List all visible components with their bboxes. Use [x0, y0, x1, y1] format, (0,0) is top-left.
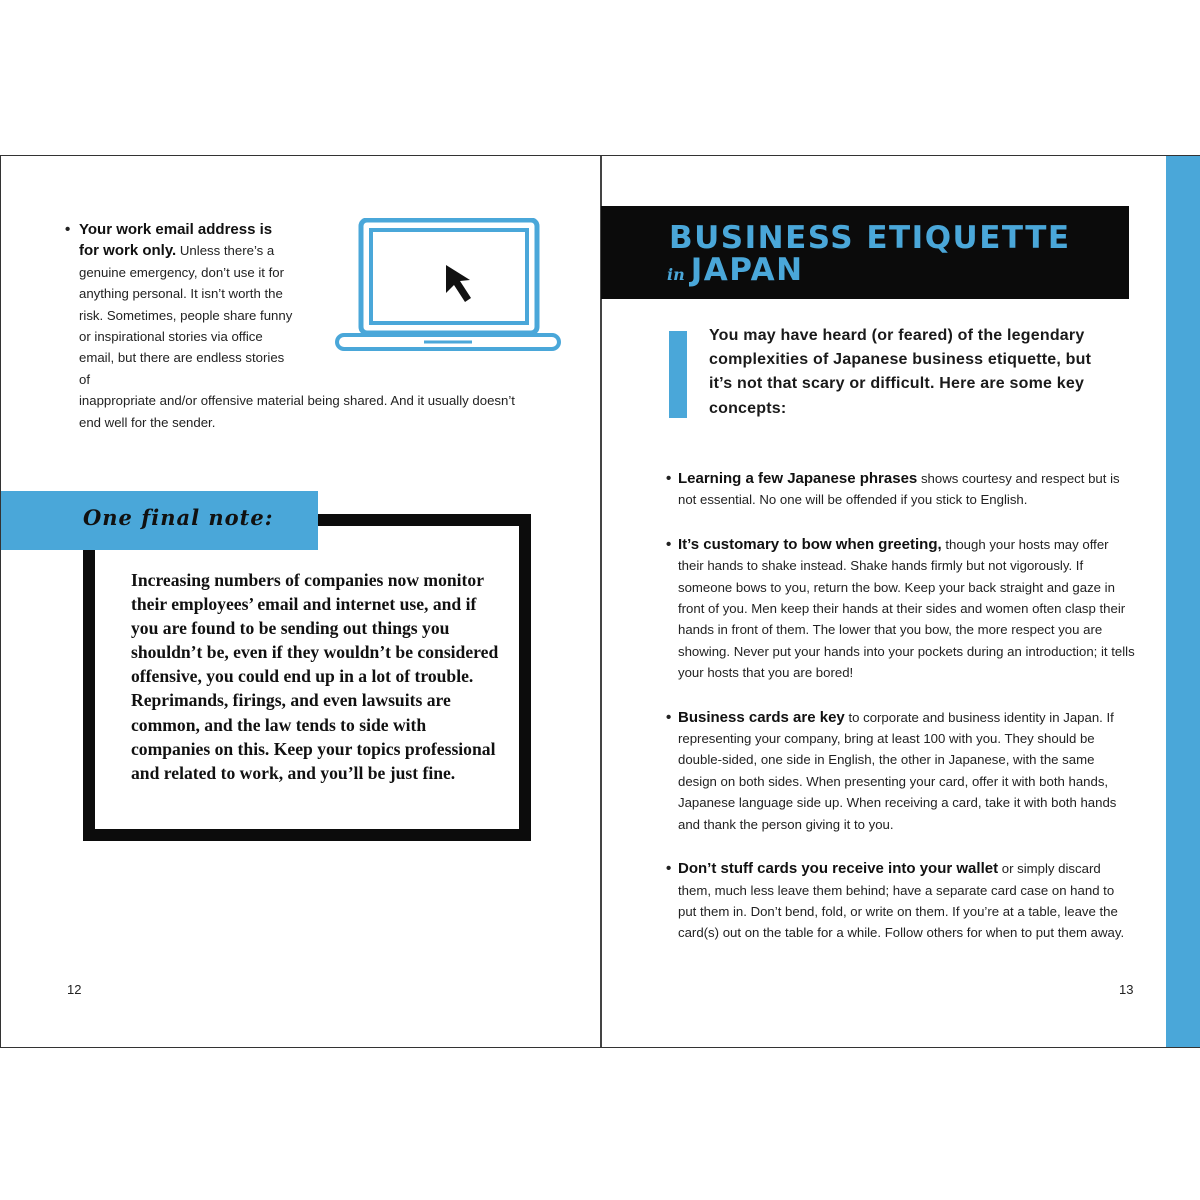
final-note-label: One final note: — [83, 505, 274, 530]
chapter-title-line-2 — [667, 252, 804, 288]
bullet-lead: It’s customary to bow when greeting, — [678, 535, 942, 553]
bullet-dot: • — [666, 535, 672, 553]
etiquette-bullet-list — [666, 468, 1136, 967]
final-note-label-banner — [1, 491, 318, 550]
intro-paragraph: You may have heard (or feared) of the legendary complexities of Japanese business etiquette, but it’s not that scary or difficult. Here are some key concepts: — [709, 327, 1092, 417]
chapter-title-japan: JAPAN — [690, 252, 804, 288]
bullet-dot: • — [666, 470, 672, 487]
chapter-title-line-1: BUSINESS ETIQUETTE — [669, 220, 1071, 256]
bullet-dot: • — [65, 221, 71, 238]
final-note-text: Increasing numbers of companies now monitor their employees’ email and internet use, and if you are found to be sending out things you shouldn’t be, even if they wouldn’t be considered offensive, you could end up in a lot of trouble. Reprimands, firings, and even lawsuits are common, and the law tends to side with companies on this. Keep your topics professional and related to work, and you’ll be just fine. — [131, 570, 499, 783]
bullet-body: though your hosts may offer their hands to shake instead. Shake hands firmly but not vigorously. If someone bows to you, return the bow. Keep your back straight and gaze in front of you. Men keep their hands at their sides and women often clasp their hands in front of them. The lower that you bow, the more respect you are showing. Never put your hands into your pockets during an introduction; it tells your hosts that you are bored! — [678, 536, 1135, 681]
bullet-lead: Don’t stuff cards you receive into your wallet — [678, 860, 999, 878]
bullet-body: to corporate and business identity in Japan. If representing your company, bring at least 100 with you. They should be double-sided, one side in English, the other in Japanese, with the same design on both sides. When presenting your card, offer it with both hands, Japanese language side up. When receiving a card, take it with both hands and thank the person giving it to you. — [678, 709, 1117, 832]
page-number-left: 12 — [67, 982, 82, 997]
book-spread — [0, 155, 1200, 1048]
list-item — [666, 534, 1136, 684]
list-item — [666, 707, 1136, 835]
intro-accent-bar — [669, 331, 687, 418]
bullet-dot: • — [666, 708, 672, 726]
chapter-title-in: in — [667, 265, 685, 284]
bullet-dot: • — [666, 860, 672, 878]
list-item — [666, 468, 1136, 511]
cursor-arrow-icon — [446, 265, 471, 302]
bullet-body-tail: inappropriate and/or offensive material being shared. And it usually doesn’t end well for the sender. — [79, 393, 515, 430]
chapter-tab-strip — [1166, 156, 1200, 1047]
bullet-lead: Learning a few Japanese phrases — [678, 470, 918, 487]
bullet-lead: Business cards are key — [678, 708, 845, 726]
laptop-icon — [334, 218, 562, 358]
list-item — [666, 858, 1136, 944]
chapter-title-banner — [601, 206, 1129, 299]
bullet-body: shows courtesy and respect but is not essential. No one will be offended if you stick to English. — [678, 471, 1120, 508]
page-number-right: 13 — [1119, 982, 1134, 997]
bullet-body: or simply discard them, much less leave them behind; have a separate card case on hand to put them in. Don’t bend, fold, or write on them. If you’re at a table, leave the card(s) out on the table for a while. Follow others for when to put them away. — [678, 861, 1125, 941]
bullet-body: Unless there’s a genuine emergency, don’t use it for anything personal. It isn’t worth the risk. Sometimes, people share funny or inspirational stories via office email, but there are endless stories of — [79, 243, 293, 387]
bullet-lead: Your work email address is for work only. — [79, 221, 273, 260]
